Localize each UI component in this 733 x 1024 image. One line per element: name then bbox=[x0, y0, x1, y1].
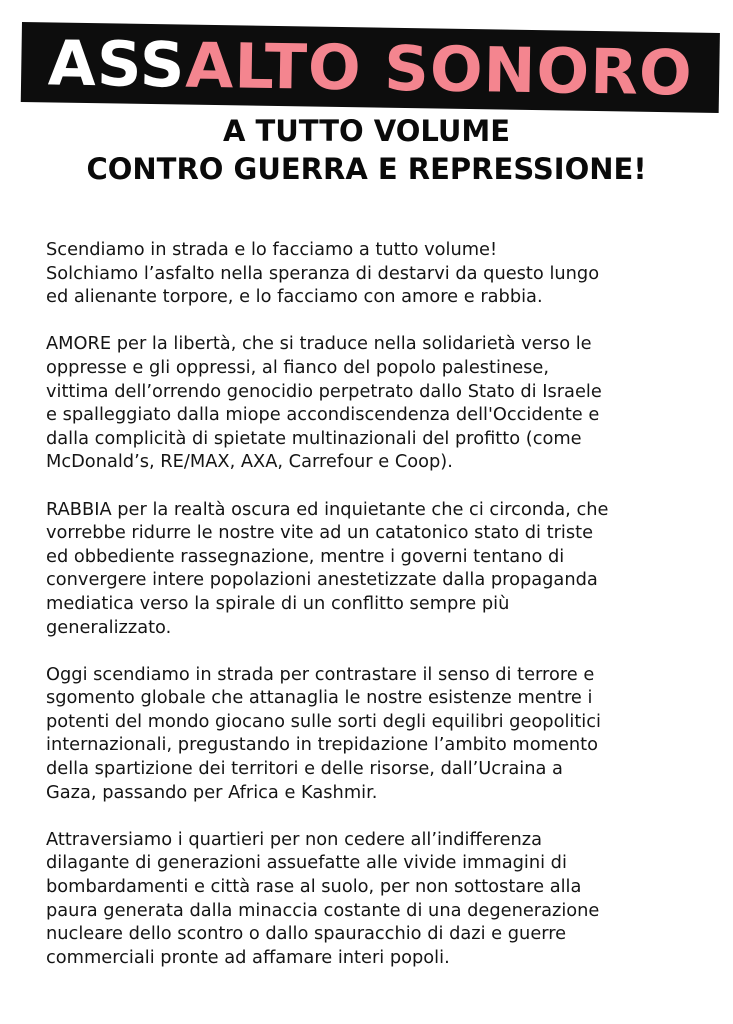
text-line: vittima dell’orrendo genocidio perpetrato dallo Stato di Israele bbox=[46, 380, 602, 402]
text-line: Oggi scendiamo in strada per contrastare il senso di terrore e bbox=[46, 663, 595, 685]
text-line: ed alienante torpore, e lo facciamo con amore e rabbia. bbox=[46, 286, 543, 308]
text-line: ed obbediente rassegnazione, mentre i governi tentano di bbox=[46, 545, 565, 567]
banner-title-pink-part: ALTO SONORO bbox=[184, 28, 694, 110]
text-line: generalizzato. bbox=[46, 616, 172, 638]
text-line: Scendiamo in strada e lo facciamo a tutto volume! bbox=[46, 239, 498, 260]
paragraph-rabbia bbox=[46, 498, 716, 640]
text-line: vorrebbe ridurre le nostre vite ad un catatonico stato di triste bbox=[46, 522, 594, 544]
subtitle-line-2: CONTRO GUERRA E REPRESSIONE! bbox=[86, 152, 647, 186]
text-line: RABBIA per la realtà oscura ed inquietante che ci circonda, che bbox=[46, 498, 609, 520]
text-line: AMORE per la libertà, che si traduce nella solidarietà verso le bbox=[46, 333, 592, 355]
title-banner bbox=[21, 22, 720, 113]
text-line: Gaza, passando per Africa e Kashmir. bbox=[46, 781, 378, 803]
text-line: nucleare dello scontro o dallo spauracchio di dazi e guerre bbox=[46, 923, 567, 945]
body-text bbox=[46, 238, 716, 993]
text-line: Attraversiamo i quartieri per non cedere all’indifferenza bbox=[46, 828, 542, 850]
text-line: internazionali, pregustando in trepidazione l’ambito momento bbox=[46, 734, 598, 756]
subtitle-line-1: A TUTTO VOLUME bbox=[222, 114, 511, 148]
text-line: potenti del mondo giocano sulle sorti degli equilibri geopolitici bbox=[46, 710, 601, 732]
banner-title bbox=[47, 26, 694, 110]
text-line: Solchiamo l’asfalto nella speranza di destarvi da questo lungo bbox=[46, 262, 600, 284]
text-line: convergere intere popolazioni anestetizzate dalla propaganda bbox=[46, 569, 598, 591]
text-line: McDonald’s, RE/MAX, AXA, Carrefour e Coop). bbox=[46, 451, 453, 473]
text-line: paura generata dalla minaccia costante di una degenerazione bbox=[46, 899, 600, 921]
text-line: oppresse e gli oppressi, al fianco del popolo palestinese, bbox=[46, 356, 550, 378]
text-line: bombardamenti e città rase al suolo, per non sottostare alla bbox=[46, 876, 582, 898]
text-line: dalla complicità di spietate multinazionali del profitto (come bbox=[46, 427, 582, 449]
text-line: dilagante di generazioni assuefatte alle vivide immagini di bbox=[46, 852, 567, 874]
subtitle bbox=[0, 112, 733, 188]
text-line: commerciali pronte ad affamare interi popoli. bbox=[46, 946, 450, 968]
paragraph-oggi bbox=[46, 663, 716, 805]
paragraph-attraversiamo bbox=[46, 828, 716, 970]
paragraph-intro bbox=[46, 238, 716, 309]
text-line: della spartizione dei territori e delle risorse, dall’Ucraina a bbox=[46, 758, 563, 780]
text-line: sgomento globale che attanaglia le nostre esistenze mentre i bbox=[46, 687, 593, 709]
paragraph-amore bbox=[46, 332, 716, 474]
text-line: mediatica verso la spirale di un conflitto sempre più bbox=[46, 592, 510, 614]
banner-title-white-part: ASS bbox=[47, 26, 187, 102]
text-line: e spalleggiato dalla miope accondiscendenza dell'Occidente e bbox=[46, 404, 600, 426]
